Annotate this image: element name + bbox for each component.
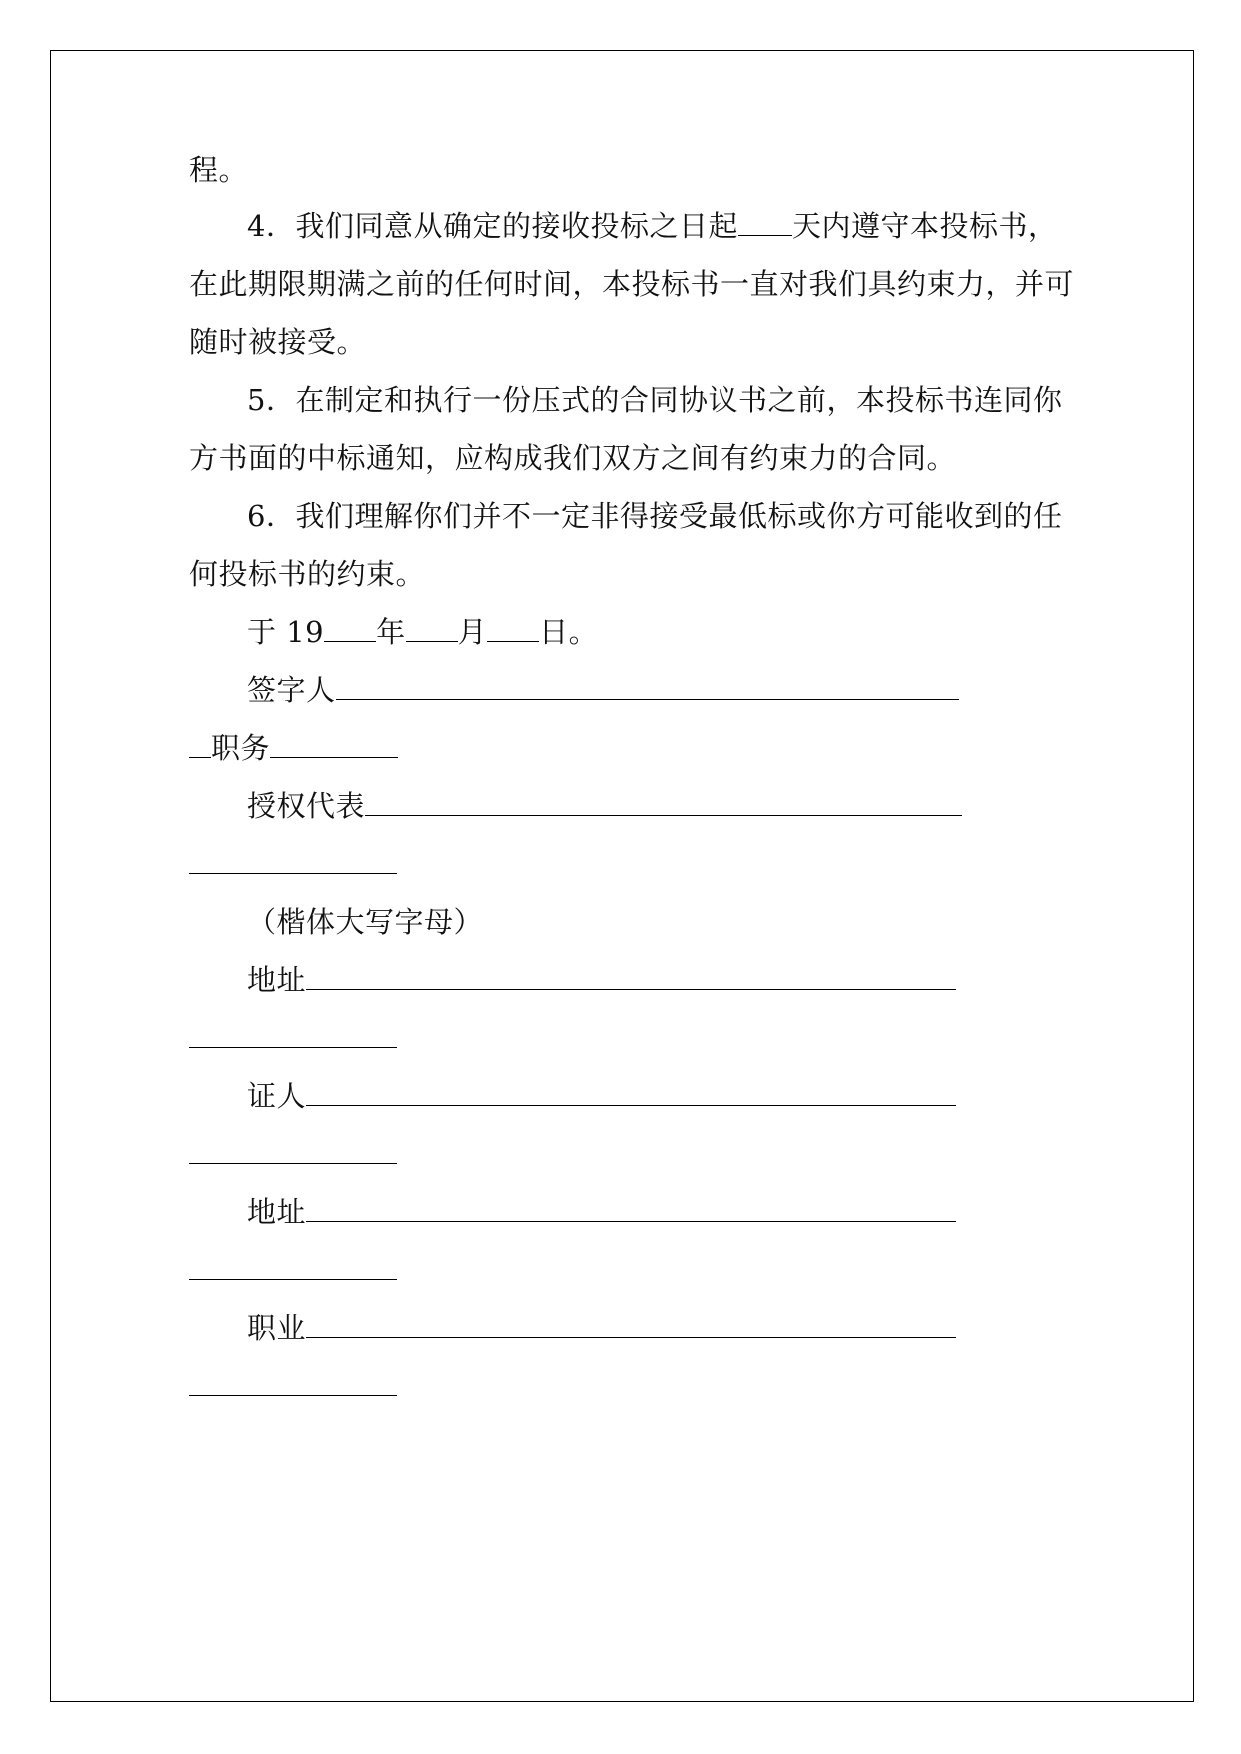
month-blank[interactable] bbox=[406, 615, 458, 642]
days-blank[interactable] bbox=[738, 209, 792, 236]
text-segment: 4．我们同意从确定的接收投标之日起 bbox=[247, 209, 738, 243]
paragraph-5-line-2: 方书面的中标通知，应构成我们双方之间有约束力的合同。 bbox=[189, 441, 957, 475]
text-segment: 月 bbox=[457, 615, 488, 649]
year-blank[interactable] bbox=[324, 615, 376, 642]
text-segment: 天内遵守本投标书， bbox=[791, 209, 1058, 243]
position-line bbox=[189, 728, 398, 768]
paragraph-4-line-2: 在此期限期满之前的任何时间，本投标书一直对我们具约束力，并可 bbox=[189, 267, 1075, 301]
block-letters-note: （楷体大写字母） bbox=[247, 905, 484, 939]
continuation-line bbox=[189, 1018, 397, 1058]
signer-label: 签字人 bbox=[247, 673, 336, 707]
authorized-rep-blank-cont[interactable] bbox=[189, 847, 397, 874]
occupation-line bbox=[247, 1308, 956, 1348]
position-label: 职务 bbox=[211, 731, 271, 765]
witness-blank-cont[interactable] bbox=[189, 1137, 397, 1164]
text-segment: 日。 bbox=[539, 615, 599, 649]
signer-blank-cont[interactable] bbox=[189, 731, 211, 758]
address-blank[interactable] bbox=[306, 963, 956, 990]
authorized-rep-blank[interactable] bbox=[365, 789, 962, 816]
paragraph-4-line-3: 随时被接受。 bbox=[189, 325, 367, 359]
paragraph-5-line-1: 5．在制定和执行一份压式的合同协议书之前，本投标书连同你 bbox=[247, 383, 1063, 417]
signer-line bbox=[247, 670, 959, 710]
day-blank[interactable] bbox=[487, 615, 539, 642]
text-line: 程。 bbox=[189, 153, 249, 187]
witness-line bbox=[247, 1076, 956, 1116]
authorized-rep-label: 授权代表 bbox=[247, 789, 366, 823]
continuation-line bbox=[189, 1134, 397, 1174]
occupation-label: 职业 bbox=[247, 1311, 307, 1345]
address-blank-cont[interactable] bbox=[189, 1021, 397, 1048]
address-line-1 bbox=[247, 960, 956, 1000]
text-segment: 年 bbox=[376, 615, 406, 649]
authorized-rep-line bbox=[247, 786, 962, 826]
occupation-blank-cont[interactable] bbox=[189, 1369, 397, 1396]
signer-blank[interactable] bbox=[336, 673, 959, 700]
occupation-blank[interactable] bbox=[306, 1311, 956, 1338]
address-line-2 bbox=[247, 1192, 956, 1232]
position-blank[interactable] bbox=[270, 731, 398, 758]
continuation-line bbox=[189, 844, 397, 884]
address-label: 地址 bbox=[247, 963, 307, 997]
witness-label: 证人 bbox=[247, 1079, 307, 1113]
continuation-line bbox=[189, 1250, 397, 1290]
date-line bbox=[247, 612, 598, 652]
paragraph-6-line-1: 6．我们理解你们并不一定非得接受最低标或你方可能收到的任 bbox=[247, 499, 1063, 533]
address-blank-cont[interactable] bbox=[189, 1253, 397, 1280]
paragraph-4-line-1 bbox=[247, 206, 1057, 246]
address-blank[interactable] bbox=[306, 1195, 956, 1222]
witness-blank[interactable] bbox=[306, 1079, 956, 1106]
continuation-line bbox=[189, 1366, 397, 1406]
paragraph-6-line-2: 何投标书的约束。 bbox=[189, 557, 426, 591]
text-segment: 于 19 bbox=[247, 615, 325, 649]
address-label: 地址 bbox=[247, 1195, 307, 1229]
